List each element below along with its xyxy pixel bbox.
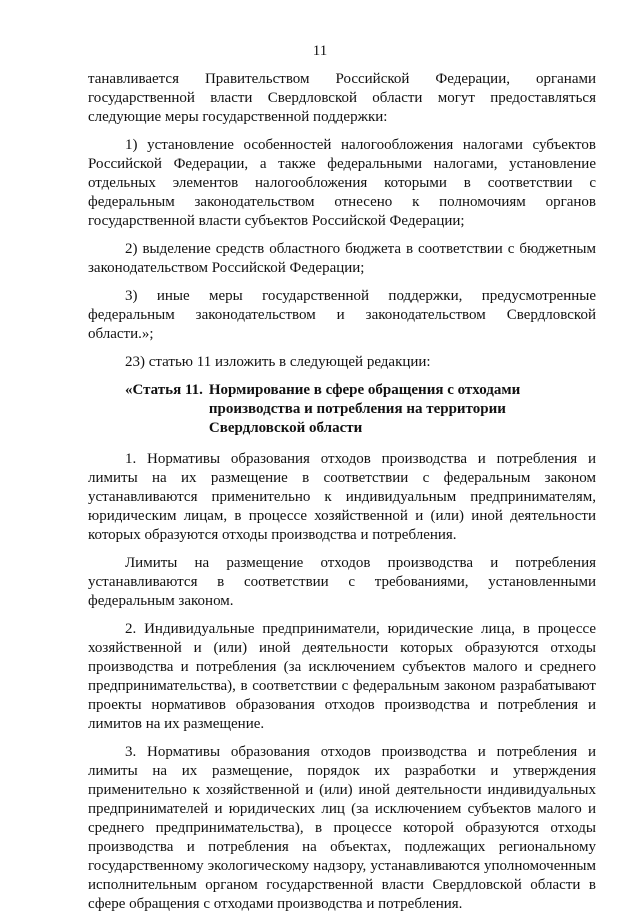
article-heading (88, 381, 596, 438)
clause-1-limits: Лимиты на размещение отходов производства и потребления устанавливаются в соответствии с требованиями, установленными федеральным законом. (88, 555, 596, 609)
page-number: 11 (312, 43, 328, 59)
clause-2: 2. Индивидуальные предприниматели, юридические лица, в процессе хозяйственной и (или) иной деятельности которых образуются отходы производства и потребления (за исключением субъектов малого и среднего предпринимательства), в соответствии с федеральным законом разрабатывают проекты нормативов образования отходов производства и потребления и лимитов на их размещение. (88, 621, 596, 732)
amendment-23: 23) статью 11 изложить в следующей редакции: (125, 354, 431, 370)
support-measure-2: 2) выделение средств областного бюджета в соответствии с бюджетным законодательством Российской Федерации; (88, 241, 596, 276)
clause-3: 3. Нормативы образования отходов производства и потребления и лимиты на их размещение, порядок их разработки и утверждения применительно к хозяйственной и (или) иной деятельности индивидуальных предпринимателей и юридических лиц (за исключением субъектов малого и среднего предпринимательства), в процессе которой образуются отходы производства и потребления на объектах, подлежащих региональному государственному экологическому надзору, устанавливаются уполномоченным исполнительным органом государственной власти Свердловской области в сфере обращения с отходами производства и потребления. (88, 744, 596, 912)
article-title-line: производства и потребления на территории (208, 401, 506, 417)
support-measure-1: 1) установление особенностей налогообложения налогами субъектов Российской Федерации, а также федеральными налогами, установление отдельных элементов налогообложения которыми в соответствии с федеральным законодательством отнесено к полномочиям органов государственной власти субъектов Российской Федерации; (88, 137, 596, 229)
support-measure-3: 3) иные меры государственной поддержки, предусмотренные федеральным законодательством и законодательством Свердловской области.»; (88, 288, 596, 342)
article-title-line: Свердловской области (208, 420, 363, 436)
intro-paragraph: танавливается Правительством Российской Федерации, органами государственной власти Свердловской области могут предоставляться следующие меры государственной поддержки: (88, 71, 596, 125)
document-body (88, 70, 596, 923)
clause-1: 1. Нормативы образования отходов производства и потребления и лимиты на их размещение в соответствии с федеральным законом устанавливаются применительно к индивидуальным предпринимателям, юридическим лицам, в процессе хозяйственной и (или) иной деятельности которых образуются отходы производства и потребления. (88, 451, 596, 543)
article-title (203, 381, 596, 438)
article-number: «Статья 11. (125, 382, 203, 398)
article-title-line: Нормирование в сфере обращения с отходами (208, 382, 521, 398)
